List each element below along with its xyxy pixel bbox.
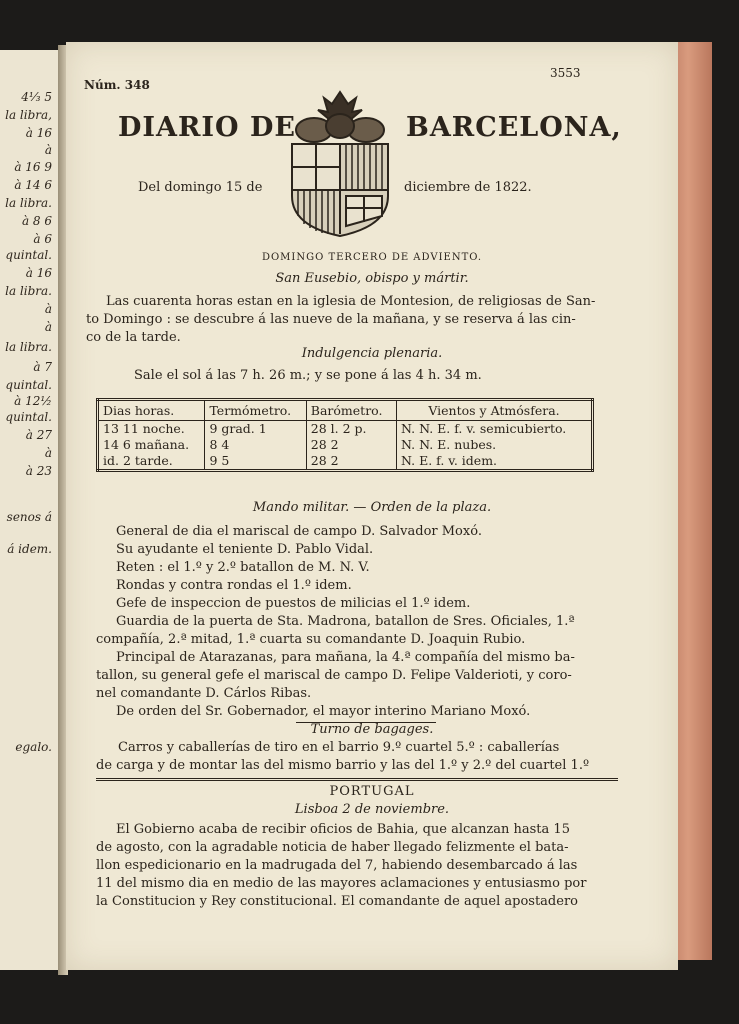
date-left: Del domingo 15 de bbox=[138, 180, 263, 195]
left-page-text: à 7 bbox=[33, 360, 52, 374]
order-line: General de dia el mariscal de campo D. Salvador Moxó. bbox=[116, 524, 482, 539]
left-page-text: quintal. bbox=[5, 378, 52, 392]
left-page-text: la libra, bbox=[5, 108, 52, 122]
forty-hours-line: Las cuarenta horas estan en la iglesia de Montesion, de religiosas de San- bbox=[106, 294, 596, 309]
masthead-left: DIARIO DE bbox=[118, 112, 296, 143]
table-cell: 9 5 bbox=[205, 453, 306, 471]
table-cell: 28 2 bbox=[306, 453, 396, 471]
forty-hours-line: co de la tarde. bbox=[86, 330, 181, 345]
left-page-text: à 8 6 bbox=[21, 214, 52, 228]
section-divider bbox=[96, 778, 618, 781]
liturgical-day: DOMINGO TERCERO DE ADVIENTO. bbox=[261, 252, 483, 263]
portugal-heading: PORTUGAL bbox=[329, 784, 415, 799]
bagages-line: de carga y de montar las del mismo barrio y las del 1.º y 2.º del cuartel 1.º bbox=[96, 758, 590, 773]
table-cell: 9 grad. 1 bbox=[205, 421, 306, 438]
header-barometer: Barómetro. bbox=[306, 400, 396, 421]
left-page-text: à 23 bbox=[25, 464, 52, 478]
page-number: 3553 bbox=[550, 66, 581, 80]
table-cell: 14 6 mañana. bbox=[103, 437, 190, 452]
left-page-text: la libra. bbox=[5, 284, 52, 298]
table-cell: 8 4 bbox=[205, 437, 306, 453]
left-page-text: à bbox=[44, 320, 52, 334]
left-page-text: à 16 bbox=[25, 266, 52, 280]
date-right: diciembre de 1822. bbox=[404, 180, 532, 195]
order-line: De orden del Sr. Gobernador, el mayor interino Mariano Moxó. bbox=[116, 704, 531, 719]
order-line: Gefe de inspeccion de puestos de milicias el 1.º idem. bbox=[116, 596, 471, 611]
page-edge bbox=[672, 42, 712, 960]
left-page-text: à bbox=[44, 143, 52, 157]
left-page-text: à bbox=[44, 302, 52, 316]
bagages-line: Carros y caballerías de tiro en el barrio 9.º cuartel 5.º : caballerías bbox=[118, 740, 560, 755]
table-cell: N. N. E. nubes. bbox=[396, 437, 592, 453]
military-heading: Mando militar. — Orden de la plaza. bbox=[252, 500, 492, 515]
saint-of-day: San Eusebio, obispo y mártir. bbox=[275, 271, 469, 286]
order-line: Guardia de la puerta de Sta. Madrona, batallon de Sres. Oficiales, 1.ª bbox=[116, 614, 575, 629]
table-cell: N. E. f. v. idem. bbox=[396, 453, 592, 471]
order-line: Principal de Atarazanas, para mañana, la 4.ª compañía del mismo ba- bbox=[116, 650, 575, 665]
order-line: compañía, 2.ª mitad, 1.ª cuarta su comandante D. Joaquin Rubio. bbox=[96, 632, 526, 647]
forty-hours-line: to Domingo : se descubre á las nueve de la mañana, y se reserva á las cin- bbox=[86, 312, 576, 327]
left-page-fragment bbox=[0, 50, 60, 970]
order-line: Reten : el 1.º y 2.º batallon de M. N. V. bbox=[116, 560, 370, 575]
left-page-text: à 16 9 bbox=[14, 160, 52, 174]
article-line: 11 del mismo dia en medio de las mayores aclamaciones y entusiasmo por bbox=[96, 876, 587, 891]
weather-table bbox=[96, 398, 594, 472]
masthead-right: BARCELONA, bbox=[406, 112, 622, 143]
order-line: tallon, su general gefe el mariscal de campo D. Felipe Valderioti, y coro- bbox=[96, 668, 572, 683]
order-line: Su ayudante el teniente D. Pablo Vidal. bbox=[116, 542, 374, 557]
table-cell: 13 11 noche. bbox=[103, 421, 185, 436]
left-page-text: à 27 bbox=[25, 428, 52, 442]
bagages-heading: Turno de bagages. bbox=[310, 722, 434, 737]
left-page-text: á idem. bbox=[7, 542, 52, 556]
indulgence-heading: Indulgencia plenaria. bbox=[301, 346, 443, 361]
newspaper-page bbox=[66, 42, 678, 970]
header-winds: Vientos y Atmósfera. bbox=[396, 400, 592, 421]
left-page-text: à 14 6 bbox=[14, 178, 52, 192]
table-cell: id. 2 tarde. bbox=[103, 453, 173, 468]
header-days: Dias horas. bbox=[98, 400, 205, 421]
article-line: la Constitucion y Rey constitucional. El comandante de aquel apostadero bbox=[96, 894, 578, 909]
article-line: llon espedicionario en la madrugada del 7, habiendo desembarcado á las bbox=[96, 858, 578, 873]
left-page-text: 4⅓ 5 bbox=[21, 90, 52, 104]
weather-header-row bbox=[98, 400, 593, 421]
portugal-dateline: Lisboa 2 de noviembre. bbox=[294, 802, 450, 817]
table-row bbox=[98, 437, 593, 453]
left-page-text: quintal. bbox=[5, 410, 52, 424]
left-page-text: à 12½ bbox=[14, 394, 52, 408]
left-page-text: egalo. bbox=[15, 740, 52, 754]
article-line: de agosto, con la agradable noticia de haber llegado felizmente el bata- bbox=[96, 840, 569, 855]
coat-of-arms-icon bbox=[284, 86, 396, 241]
left-page-text: à 6 bbox=[33, 232, 52, 246]
order-line: nel comandante D. Cárlos Ribas. bbox=[96, 686, 312, 701]
sun-times: Sale el sol á las 7 h. 26 m.; y se pone á las 4 h. 34 m. bbox=[134, 368, 482, 383]
left-page-text: à 16 bbox=[25, 126, 52, 140]
left-page-text: quintal. bbox=[5, 248, 52, 262]
left-page-text: la libra. bbox=[5, 196, 52, 210]
table-cell: N. N. E. f. v. semicubierto. bbox=[396, 421, 592, 438]
order-line: Rondas y contra rondas el 1.º idem. bbox=[116, 578, 352, 593]
table-row bbox=[98, 453, 593, 471]
table-row bbox=[98, 421, 593, 438]
left-page-text: la libra. bbox=[5, 340, 52, 354]
table-cell: 28 2 bbox=[306, 437, 396, 453]
header-thermometer: Termómetro. bbox=[205, 400, 306, 421]
table-cell: 28 l. 2 p. bbox=[306, 421, 396, 438]
left-page-text: senos á bbox=[6, 510, 52, 524]
article-line: El Gobierno acaba de recibir oficios de Bahia, que alcanzan hasta 15 bbox=[116, 822, 570, 837]
left-page-text: à bbox=[44, 446, 52, 460]
issue-number: Núm. 348 bbox=[84, 78, 150, 92]
